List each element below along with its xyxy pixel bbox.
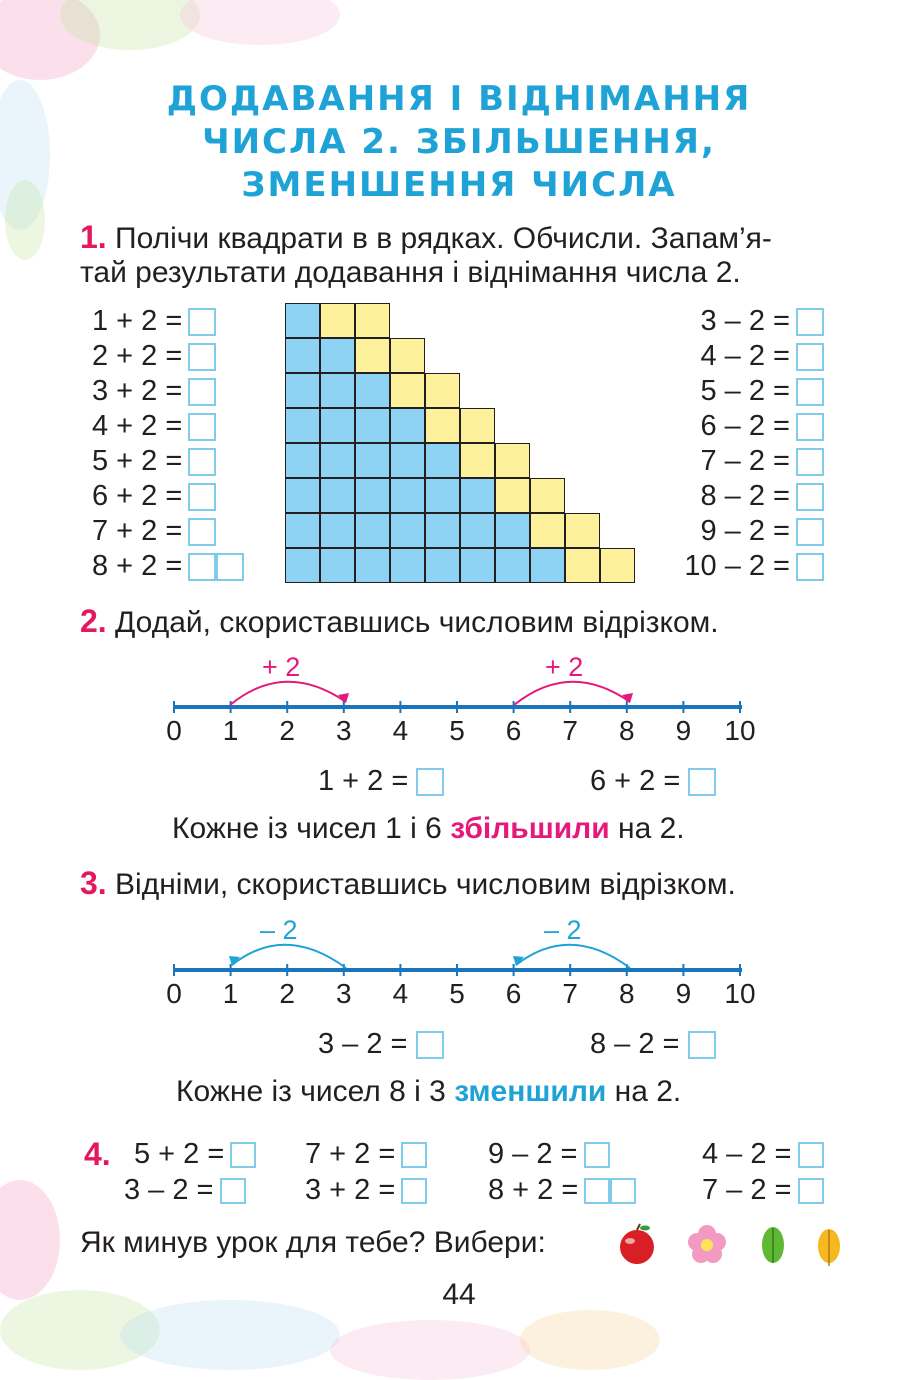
answer-box[interactable] [188, 413, 216, 441]
answer-box[interactable] [796, 413, 824, 441]
tick-label: 7 [562, 715, 578, 746]
answer-box[interactable] [220, 1178, 246, 1204]
equation-text: 8 – 2 = [700, 480, 790, 512]
blue-square [425, 478, 460, 513]
tick-label: 6 [505, 978, 522, 1009]
tick-label: 4 [392, 978, 409, 1009]
answer-box[interactable] [401, 1142, 427, 1168]
equation [92, 550, 244, 582]
equation [92, 340, 216, 372]
equation-text: 5 – 2 = [700, 375, 790, 407]
answer-box[interactable] [416, 768, 444, 796]
reflection-icons [615, 1222, 855, 1268]
task4-number: 4. [84, 1136, 111, 1172]
decreased-word: зменшили [454, 1075, 607, 1108]
equation [670, 550, 824, 582]
answer-box[interactable] [798, 1178, 824, 1204]
answer-box[interactable] [584, 1178, 610, 1204]
equation-text: 8 + 2 = [488, 1174, 579, 1206]
equation [670, 305, 824, 337]
arc-label-1: – 2 [260, 915, 298, 945]
blue-square [460, 548, 495, 583]
yellow-leaf-icon[interactable] [818, 1229, 840, 1266]
equation-text: 6 + 2 = [92, 480, 183, 512]
answer-box[interactable] [796, 378, 824, 406]
yellow-square [565, 548, 600, 583]
equation [670, 515, 824, 547]
blue-square [320, 408, 355, 443]
blue-square [390, 443, 425, 478]
tick-label: 7 [562, 978, 578, 1009]
tick-label: 5 [449, 715, 465, 746]
page-title-line3: ЗМЕНШЕННЯ ЧИСЛА [241, 165, 677, 205]
tick-label: 8 [619, 715, 635, 746]
tick-label: 1 [222, 715, 239, 746]
equation-text: 4 – 2 = [700, 340, 790, 372]
task3-text: Відніми, скориставшись числовим відрізком. [115, 868, 736, 901]
answer-box[interactable] [188, 308, 216, 336]
answer-box[interactable] [796, 448, 824, 476]
blue-square [320, 513, 355, 548]
blue-square [285, 373, 320, 408]
equation-text: 6 – 2 = [700, 410, 790, 442]
answer-box[interactable] [188, 448, 216, 476]
yellow-square [600, 548, 635, 583]
equation-text: 9 – 2 = [700, 515, 790, 547]
task3-conclusion [176, 1075, 681, 1109]
tick-label: 0 [166, 978, 182, 1009]
yellow-square [390, 373, 425, 408]
task2-eq2 [590, 765, 716, 797]
equation-text: 10 – 2 = [684, 550, 790, 582]
task2-text: Додай, скориставшись числовим відрізком. [115, 606, 719, 639]
task3-eq2 [590, 1028, 716, 1060]
equation-text: 3 + 2 = [92, 375, 183, 407]
task3-eq1 [318, 1028, 444, 1060]
equation [670, 480, 824, 512]
answer-box[interactable] [401, 1178, 427, 1204]
answer-box[interactable] [216, 553, 244, 581]
arc-label-2: + 2 [545, 652, 584, 682]
answer-box[interactable] [416, 1031, 444, 1059]
answer-box[interactable] [188, 343, 216, 371]
page-number: 44 [442, 1278, 476, 1311]
task3-conclusion-c: на 2. [606, 1075, 682, 1108]
blue-square [285, 478, 320, 513]
task2-eq1 [318, 765, 444, 797]
tick-label: 8 [619, 978, 635, 1009]
yellow-square [320, 303, 355, 338]
blue-square [285, 443, 320, 478]
tick-label: 2 [279, 978, 295, 1009]
blue-square [355, 513, 390, 548]
answer-box[interactable] [796, 343, 824, 371]
increased-word: збільшили [450, 812, 610, 845]
task2-eq1-text: 1 + 2 = [318, 765, 409, 797]
blue-square [355, 408, 390, 443]
number-line-subtraction [160, 908, 760, 988]
blue-square [425, 443, 460, 478]
yellow-square [425, 408, 460, 443]
yellow-square [495, 443, 530, 478]
task3-instruction [80, 866, 736, 902]
green-leaf-icon[interactable] [762, 1227, 784, 1263]
answer-box[interactable] [796, 483, 824, 511]
task2-conclusion-c: на 2. [609, 812, 685, 845]
equation [92, 410, 216, 442]
jump-arc-2 [514, 682, 630, 705]
task3-eq2-text: 8 – 2 = [590, 1028, 680, 1060]
yellow-square [460, 443, 495, 478]
answer-box[interactable] [610, 1178, 636, 1204]
task2-eq2-text: 6 + 2 = [590, 765, 681, 797]
blue-square [285, 303, 320, 338]
blue-square [425, 548, 460, 583]
equation-text: 3 – 2 = [700, 305, 790, 337]
tick-label: 2 [279, 715, 295, 746]
yellow-square [355, 338, 390, 373]
yellow-square [425, 373, 460, 408]
equation [305, 1174, 427, 1206]
answer-box[interactable] [188, 378, 216, 406]
answer-box[interactable] [230, 1142, 256, 1168]
equation [92, 375, 216, 407]
equation [92, 305, 216, 337]
equation-text: 2 + 2 = [92, 340, 183, 372]
equation [670, 340, 824, 372]
page-title-line2: ЧИСЛА 2. ЗБІЛЬШЕННЯ, [202, 122, 716, 162]
answer-box[interactable] [796, 518, 824, 546]
tick-label: 0 [166, 715, 182, 746]
equation [702, 1138, 824, 1170]
yellow-square [565, 513, 600, 548]
task2-conclusion [172, 812, 685, 846]
task1-text-line1: Полічи квадрати в в рядках. Обчисли. Запам’я- [115, 222, 772, 255]
answer-box[interactable] [796, 553, 824, 581]
blue-square [460, 478, 495, 513]
answer-box[interactable] [584, 1142, 610, 1168]
tick-label: 9 [675, 715, 692, 746]
blue-square [355, 548, 390, 583]
blue-square [320, 373, 355, 408]
equation [670, 445, 824, 477]
tick-label: 1 [222, 978, 239, 1009]
square-staircase-grid [285, 303, 635, 583]
yellow-square [495, 478, 530, 513]
equation-text: 9 – 2 = [488, 1138, 578, 1170]
equation-text: 7 + 2 = [305, 1138, 396, 1170]
task3-eq1-text: 3 – 2 = [318, 1028, 408, 1060]
yellow-square [390, 338, 425, 373]
blue-square [320, 478, 355, 513]
equation-text: 5 + 2 = [134, 1138, 225, 1170]
arc-label-1: + 2 [262, 652, 301, 682]
tick-label: 9 [675, 978, 692, 1009]
equation-text: 4 + 2 = [92, 410, 183, 442]
equation-text: 3 – 2 = [124, 1174, 214, 1206]
blue-square [355, 478, 390, 513]
task3-conclusion-a: Кожне із чисел 8 і 3 [176, 1075, 455, 1108]
task2-number: 2. [80, 603, 107, 639]
arc-label-2: – 2 [544, 915, 582, 945]
yellow-square [530, 513, 565, 548]
yellow-square [460, 408, 495, 443]
equation-text: 1 + 2 = [92, 305, 183, 337]
equation [92, 515, 216, 547]
blue-square [390, 408, 425, 443]
equation [124, 1174, 246, 1206]
task2-instruction [80, 604, 719, 640]
equation-text: 5 + 2 = [92, 445, 183, 477]
equation [670, 410, 824, 442]
flower-icon[interactable] [688, 1225, 726, 1263]
equation-text: 7 – 2 = [702, 1174, 792, 1206]
reflection-question: Як минув урок для тебе? Вибери: [80, 1226, 546, 1259]
task1-number: 1. [80, 219, 107, 255]
blue-square [320, 548, 355, 583]
tick-label: 3 [336, 715, 352, 746]
task2-conclusion-a: Кожне із чисел 1 і 6 [172, 812, 451, 845]
jump-arc-1 [232, 945, 346, 968]
answer-box[interactable] [688, 1031, 716, 1059]
blue-square [320, 338, 355, 373]
blue-square [320, 443, 355, 478]
answer-box[interactable] [188, 553, 216, 581]
blue-square [460, 513, 495, 548]
blue-square [285, 338, 320, 373]
answer-box[interactable] [688, 768, 716, 796]
equation-text: 3 + 2 = [305, 1174, 396, 1206]
equation [92, 445, 216, 477]
tick-label: 10 [724, 978, 756, 1009]
blue-square [495, 513, 530, 548]
task1-instruction-line1 [80, 220, 772, 256]
apple-icon[interactable] [620, 1224, 654, 1264]
blue-square [425, 513, 460, 548]
yellow-square [355, 303, 390, 338]
blue-square [285, 513, 320, 548]
jump-arc-2 [516, 945, 630, 968]
blue-square [390, 478, 425, 513]
equation-text: 4 – 2 = [702, 1138, 792, 1170]
blue-square [495, 548, 530, 583]
tick-label: 5 [449, 978, 465, 1009]
blue-square [285, 408, 320, 443]
answer-box[interactable] [188, 518, 216, 546]
equation [702, 1174, 824, 1206]
page-title-line1: ДОДАВАННЯ І ВІДНІМАННЯ [166, 79, 752, 119]
equation [305, 1138, 427, 1170]
yellow-square [530, 478, 565, 513]
blue-square [530, 548, 565, 583]
tick-label: 4 [392, 715, 409, 746]
equation [134, 1138, 256, 1170]
answer-box[interactable] [796, 308, 824, 336]
equation-text: 7 + 2 = [92, 515, 183, 547]
equation [488, 1174, 636, 1206]
tick-label: 10 [724, 715, 756, 746]
equation [92, 480, 216, 512]
task3-number: 3. [80, 865, 107, 901]
answer-box[interactable] [188, 483, 216, 511]
equation [670, 375, 824, 407]
tick-label: 3 [336, 978, 352, 1009]
blue-square [390, 513, 425, 548]
blue-square [355, 443, 390, 478]
equation [488, 1138, 610, 1170]
equation-text: 8 + 2 = [92, 550, 183, 582]
answer-box[interactable] [798, 1142, 824, 1168]
blue-square [285, 548, 320, 583]
blue-square [390, 548, 425, 583]
equation-text: 7 – 2 = [700, 445, 790, 477]
number-line-addition [160, 645, 760, 725]
tick-label: 6 [505, 715, 522, 746]
task1-text-line2: тай результати додавання і віднімання числа 2. [80, 256, 741, 289]
blue-square [355, 373, 390, 408]
